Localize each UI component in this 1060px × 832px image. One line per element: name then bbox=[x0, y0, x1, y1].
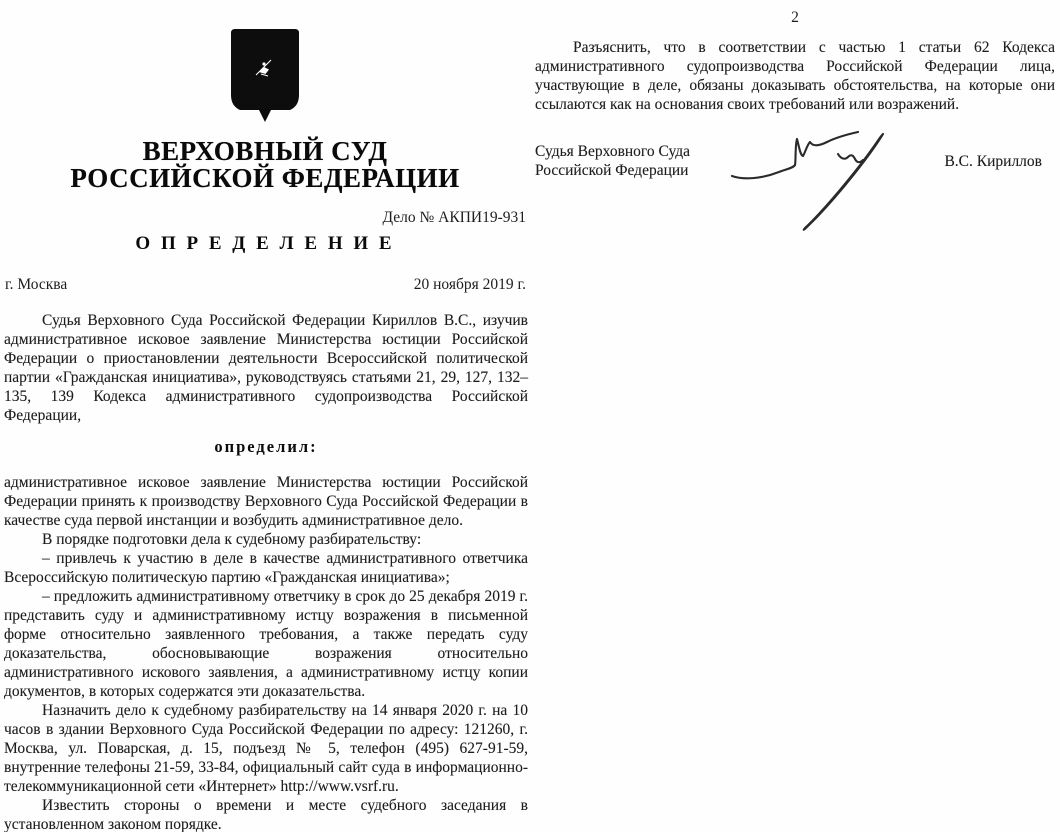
paragraph: – привлечь к участию в деле в качестве административного ответчика Всероссийскую политическую партию «Гражданская инициатива»; bbox=[4, 550, 528, 586]
intro-paragraph: Судья Верховного Суда Российской Федерации Кириллов В.С., изучив административное исковое заявление Министерства юстиции Российской Федерации о приостановлении деятельности Всероссийской политической партии «Гражданская инициатива», руководствуясь статьями 21, 29, 127, 132–135, 139 Кодекса административного судопроизводства Российской Федерации, bbox=[4, 312, 528, 424]
page-2-body bbox=[530, 38, 1060, 114]
paragraph: Назначить дело к судебному разбирательству на 14 января 2020 г. на 10 часов в здании Верховного Суда Российской Федерации по адресу: 121260, г. Москва, ул. Поварская, д. 15, подъезд № 5, телефон (495) 627-91-59, внутренние телефоны 21-59, 33-84, официальный сайт суда в информационно-телекоммуникационной сети «Интернет» http://www.vsrf.ru. bbox=[4, 702, 528, 795]
coat-of-arms-icon bbox=[230, 28, 300, 124]
signer-role bbox=[535, 142, 690, 180]
court-name bbox=[0, 138, 530, 192]
signer-role-line1: Судья Верховного Суда bbox=[535, 143, 691, 160]
paragraph: административное исковое заявление Министерства юстиции Российской Федерации принять к производству Верховного Суда Российской Федерации в качестве суда первой инстанции и возбудить административное дело. bbox=[4, 474, 528, 529]
signature-icon bbox=[725, 116, 903, 236]
paragraph: В порядке подготовки дела к судебному разбирательству: bbox=[42, 531, 422, 548]
paragraph: – предложить административному ответчику в срок до 25 декабря 2019 г. представить суду и административному истцу возражения в письменной форме относительно заявленного требования, а также передать суду доказательства, обосновывающие возражения относительно административного искового заявления, а административному истцу копии документов, в которых содержатся эти доказательства. bbox=[4, 588, 528, 700]
document-title: О П Р Е Д Е Л Е Н И Е bbox=[135, 233, 395, 254]
signer-name: В.С. Кириллов bbox=[944, 153, 1042, 170]
ruling-word: определил: bbox=[214, 437, 318, 456]
signer-role-line2: Российской Федерации bbox=[535, 162, 689, 179]
date-label: 20 ноября 2019 г. bbox=[413, 276, 526, 293]
court-name-line2: РОССИЙСКОЙ ФЕДЕРАЦИИ bbox=[70, 163, 460, 193]
place-label: г. Москва bbox=[5, 276, 68, 293]
case-number: Дело № АКПИ19-931 bbox=[382, 209, 526, 226]
paragraph: Известить стороны о времени и месте судебного заседания в установленном законом порядке. bbox=[4, 797, 528, 832]
court-name-line1: ВЕРХОВНЫЙ СУД bbox=[142, 136, 388, 166]
page-2 bbox=[530, 0, 1060, 832]
page-1-body bbox=[0, 311, 530, 832]
signature-block bbox=[530, 114, 1060, 294]
paragraph: Разъяснить, что в соответствии с частью 1 статьи 62 Кодекса административного судопроизводства Российской Федерации лица, участвующие в деле, обязаны доказывать обстоятельства, на которые они ссылаются как на основания своих требований или возражений. bbox=[535, 39, 1055, 113]
page-number: 2 bbox=[791, 9, 799, 26]
place-date-row bbox=[0, 276, 530, 294]
ruling-paragraphs bbox=[4, 473, 528, 832]
